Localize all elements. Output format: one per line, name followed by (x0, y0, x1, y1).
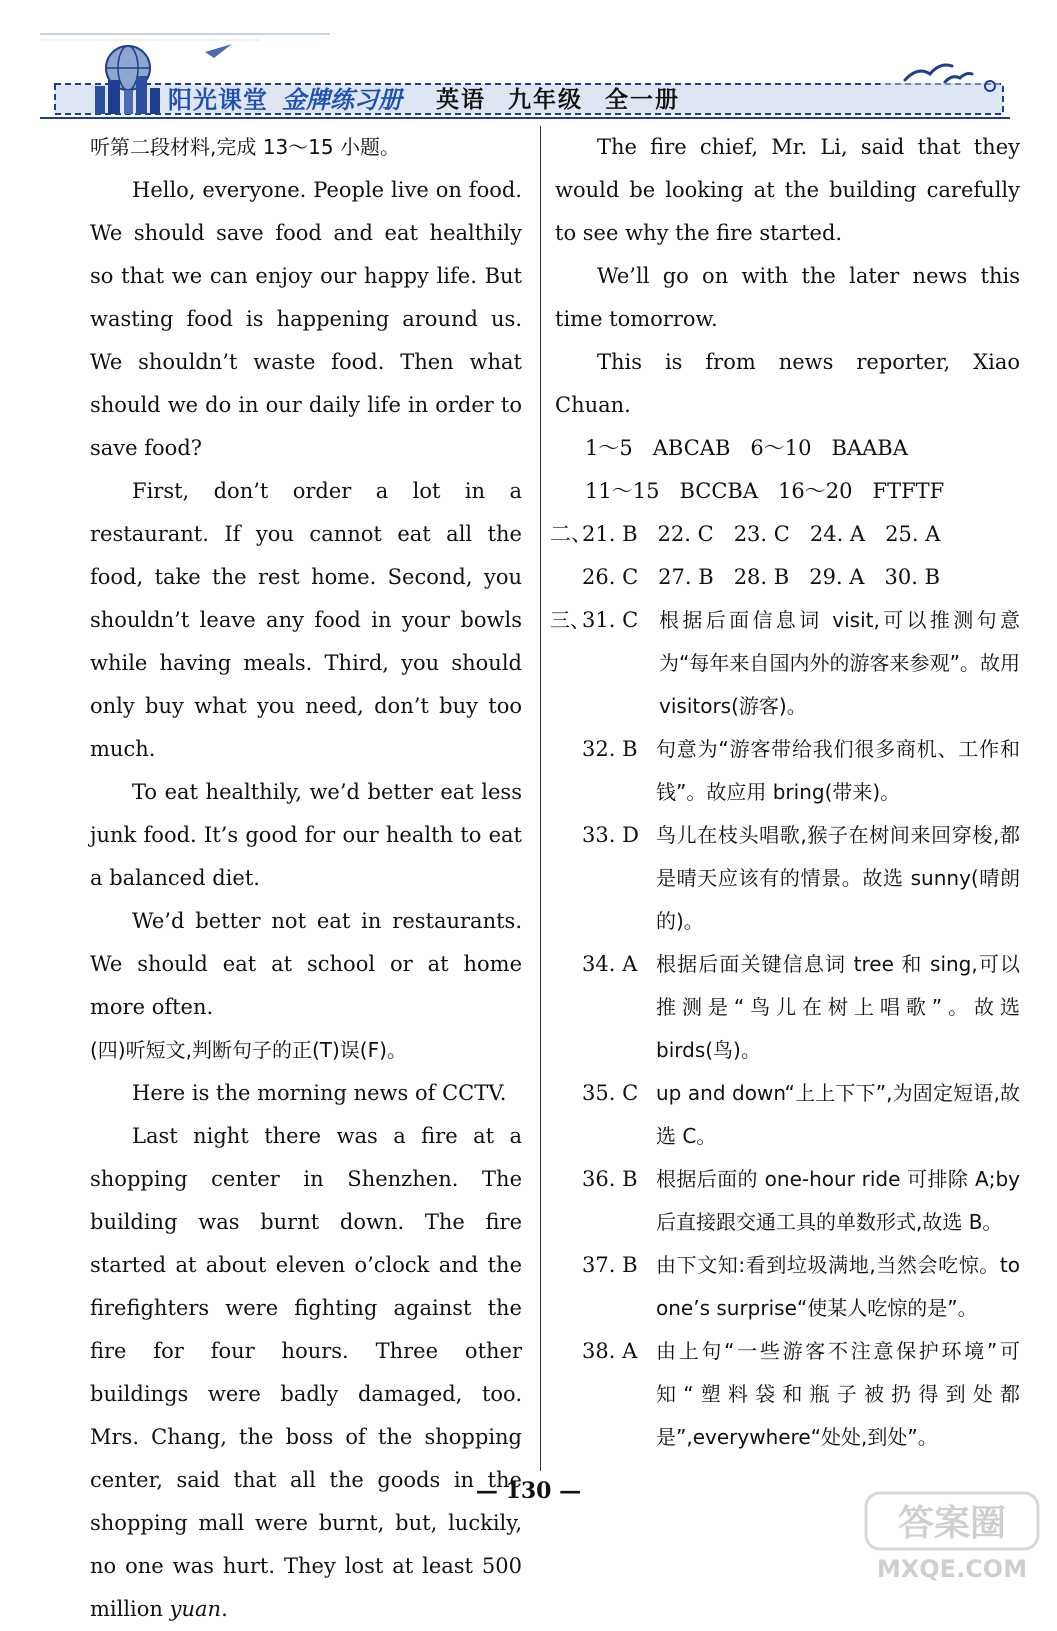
note-text: 句意为“游客带给我们很多商机、工作和钱”。故应用 bring(带来)。 (656, 737, 1020, 804)
note-number: 32. B (582, 737, 638, 761)
answer-key-line: 1～5 ABCAB 6～10 BAABA (585, 436, 908, 460)
note-text: 由下文知:看到垃圾满地,当然会吃惊。to one’s surprise“使某人吃惊的是”。 (656, 1253, 1020, 1320)
paper-plane-icon (205, 44, 232, 58)
right-column (550, 126, 1020, 1459)
page-header (0, 0, 1057, 125)
news-period: . (221, 1597, 228, 1621)
note-number: 37. B (582, 1253, 638, 1277)
watermark-line1: 答案圈 (897, 1503, 1007, 1544)
news-paragraph (90, 1115, 522, 1631)
answer-note (550, 1158, 1020, 1244)
note-text: 根据后面关键信息词 tree 和 sing,可以推测是“鸟儿在树上唱歌”。故选 birds(鸟)。 (656, 952, 1020, 1062)
section3-label: 三、 (550, 608, 590, 632)
passage-paragraph: This is from news reporter, Xiao Chuan. (555, 350, 1020, 417)
note-number: 36. B (582, 1167, 638, 1191)
series-title: 金牌练习册 (282, 85, 402, 114)
note-text: 由上句“一些游客不注意保护环境”可知“塑料袋和瓶子被扔得到处都是”,everywhere“处处,到处”。 (656, 1339, 1020, 1449)
note-text: 鸟儿在枝头唱歌,猴子在树间来回穿梭,都是晴天应该有的情景。故选 sunny(晴朗的)。 (656, 823, 1020, 933)
left-column (90, 126, 522, 1631)
note-number: 34. A (582, 952, 638, 976)
answer-key-line: 11～15 BCCBA 16～20 FTFTF (585, 479, 945, 503)
note-number: 33. D (582, 823, 639, 847)
note-number: 31. C (582, 608, 639, 632)
section4-heading: (四)听短文,判断句子的正(T)误(F)。 (90, 1038, 407, 1062)
passage-paragraph: First, don’t order a lot in a restaurant. If you cannot eat all the food, take the rest home. Second, you shouldn’t leave any food in your bowls while having meals. Third, you should only buy what you need, don’t buy too much. (90, 479, 522, 761)
note-text: 根据后面的 one-hour ride 可排除 A;by 后直接跟交通工具的单数形式,故选 B。 (656, 1167, 1020, 1234)
page-number: — 130 — (475, 1478, 582, 1504)
passage-paragraph: The fire chief, Mr. Li, said that they would be looking at the building carefully to see why the fire started. (555, 135, 1020, 245)
note-text: 根据后面信息词 visit,可以推测句意为“每年来自国内外的游客来参观”。故用 visitors(游客)。 (659, 608, 1020, 718)
note-text: up and down“上上下下”,为固定短语,故选 C。 (656, 1081, 1020, 1148)
passage-paragraph: We’d better not eat in restaurants. We should eat at school or at home more often. (90, 909, 522, 1019)
watermark-line2: MXQE.COM (876, 1555, 1028, 1583)
answer-note (550, 943, 1020, 1072)
section2-answers (550, 513, 1020, 556)
news-text: Last night there was a fire at a shopping center in Shenzhen. The building was burnt down. The fire started at about eleven o’clock and the firefighters were fighting against the fire for four hours. Three other buildings were badly damaged, too. Mrs. Chang, the boss of the shopping center, said that all the goods in the shopping mall were burnt, but, luckily, no one was hurt. They lost at least 500 million (90, 1124, 522, 1621)
watermark-logo (862, 1487, 1042, 1587)
answer-note (550, 728, 1020, 814)
passage-paragraph: To eat healthily, we’d better eat less junk food. It’s good for our health to eat a balanced diet. (90, 780, 522, 890)
passage-paragraph: Hello, everyone. People live on food. We should save food and eat healthily so that we can enjoy our happy life. But wasting food is happening around us. We shouldn’t waste food. Then what should we do in our daily life in order to save food? (90, 178, 522, 460)
answer-note (550, 599, 1020, 728)
section2-line2: 26. C 27. B 28. B 29. A 30. B (582, 565, 940, 589)
note-number: 38. A (582, 1339, 638, 1363)
passage-paragraph: We’ll go on with the later news this time tomorrow. (555, 264, 1020, 331)
answer-note (550, 814, 1020, 943)
answer-note (550, 1330, 1020, 1459)
book-info: 英语 九年级 全一册 (436, 86, 681, 113)
note-number: 35. C (582, 1081, 639, 1105)
brand-title: 阳光课堂 (168, 85, 268, 114)
answer-note (550, 1072, 1020, 1158)
section2-label: 二、 (550, 522, 592, 546)
section2-line1: 21. B 22. C 23. C 24. A 25. A (582, 522, 941, 546)
birds-icon (905, 65, 972, 82)
news-yuan: yuan (169, 1597, 222, 1621)
globe-logo-icon (95, 46, 160, 114)
listening-heading: 听第二段材料,完成 13～15 小题。 (90, 135, 400, 159)
answer-note (550, 1244, 1020, 1330)
section3-notes (550, 599, 1020, 1459)
news-intro: Here is the morning news of CCTV. (132, 1081, 507, 1105)
